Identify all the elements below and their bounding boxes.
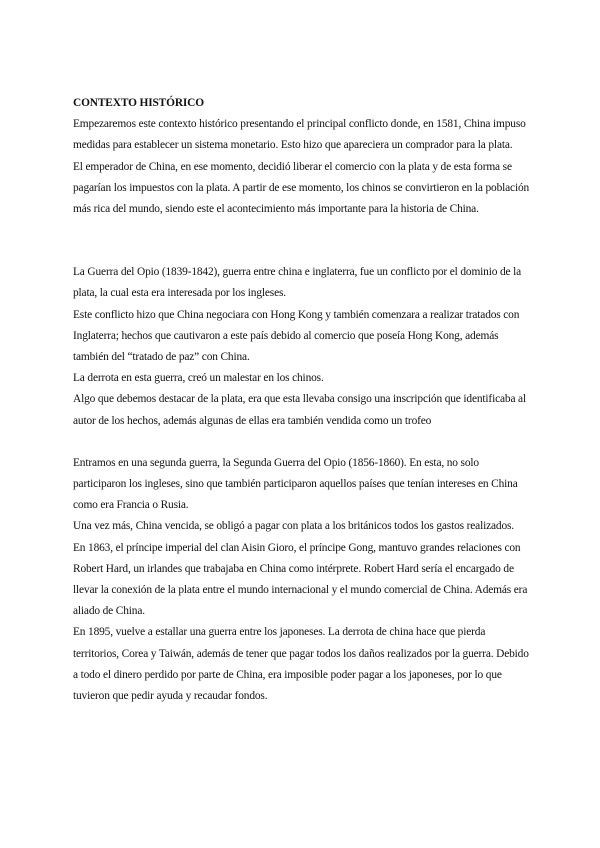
paragraph-10: En 1895, vuelve a estallar una guerra entre los japoneses. La derrota de china hace que pierda territorios, Corea y Taiwán, además de tener que pagar todos los daños realizados por la guerra. Debido a todo el dinero perdido por parte de China, era imposible poder pagar a los japoneses, por lo que tuvieron que pedir ayuda y recaudar fondos. bbox=[73, 626, 529, 703]
paragraph-4: Este conflicto hizo que China negociara con Hong Kong y también comenzara a realizar tratados con Inglaterra; hechos que cautivaron a este país debido al comercio que poseía Hong Kong, además también del “tratado de paz” con China. bbox=[73, 308, 520, 364]
paragraph-9: En 1863, el príncipe imperial del clan Aisin Gioro, el príncipe Gong, mantuvo grandes relaciones con Robert Hard, un irlandes que trabajaba en China como intérprete. Robert Hard sería el encargado de llevar la conexión de la plata entre el mundo internacional y el mundo comercial de China. Además era aliado de China. bbox=[73, 541, 528, 618]
paragraph-6: Algo que debemos destacar de la plata, era que esta llevaba consigo una inscripción que identificaba al autor de los hechos, además algunas de ellas era también vendida como un trofeo bbox=[73, 393, 526, 427]
paragraph-5: La derrota en esta guerra, creó un malestar en los chinos. bbox=[73, 372, 324, 385]
document-page bbox=[73, 93, 533, 707]
section-gap bbox=[73, 432, 533, 453]
paragraph-7: Entramos en una segunda guerra, la Segunda Guerra del Opio (1856-1860). En esta, no solo participaron los ingleses, sino que también participaron aquellos países que tenían intereses en China como era Francia o Rusia. bbox=[73, 456, 518, 512]
paragraph-1: Empezaremos este contexto histórico presentando el principal conflicto donde, en 1581, China impuso medidas para establecer un sistema monetario. Esto hizo que apareciera un comprador para la plata. bbox=[73, 118, 526, 152]
document-title: CONTEXTO HISTÓRICO bbox=[73, 97, 204, 109]
paragraph-2: El emperador de China, en ese momento, decidió liberar el comercio con la plata y de esta forma se pagarían los impuestos con la plata. A partir de ese momento, los chinos se convirtieron en la población más rica del mundo, siendo este el acontecimiento más importante para la historia de China. bbox=[73, 160, 530, 216]
paragraph-8: Una vez más, China vencida, se obligó a pagar con plata a los británicos todos los gastos realizados. bbox=[73, 520, 514, 533]
paragraph-3: La Guerra del Opio (1839-1842), guerra entre china e inglaterra, fue un conflicto por el dominio de la plata, la cual esta era interesada por los ingleses. bbox=[73, 266, 522, 300]
section-gap bbox=[73, 220, 533, 262]
